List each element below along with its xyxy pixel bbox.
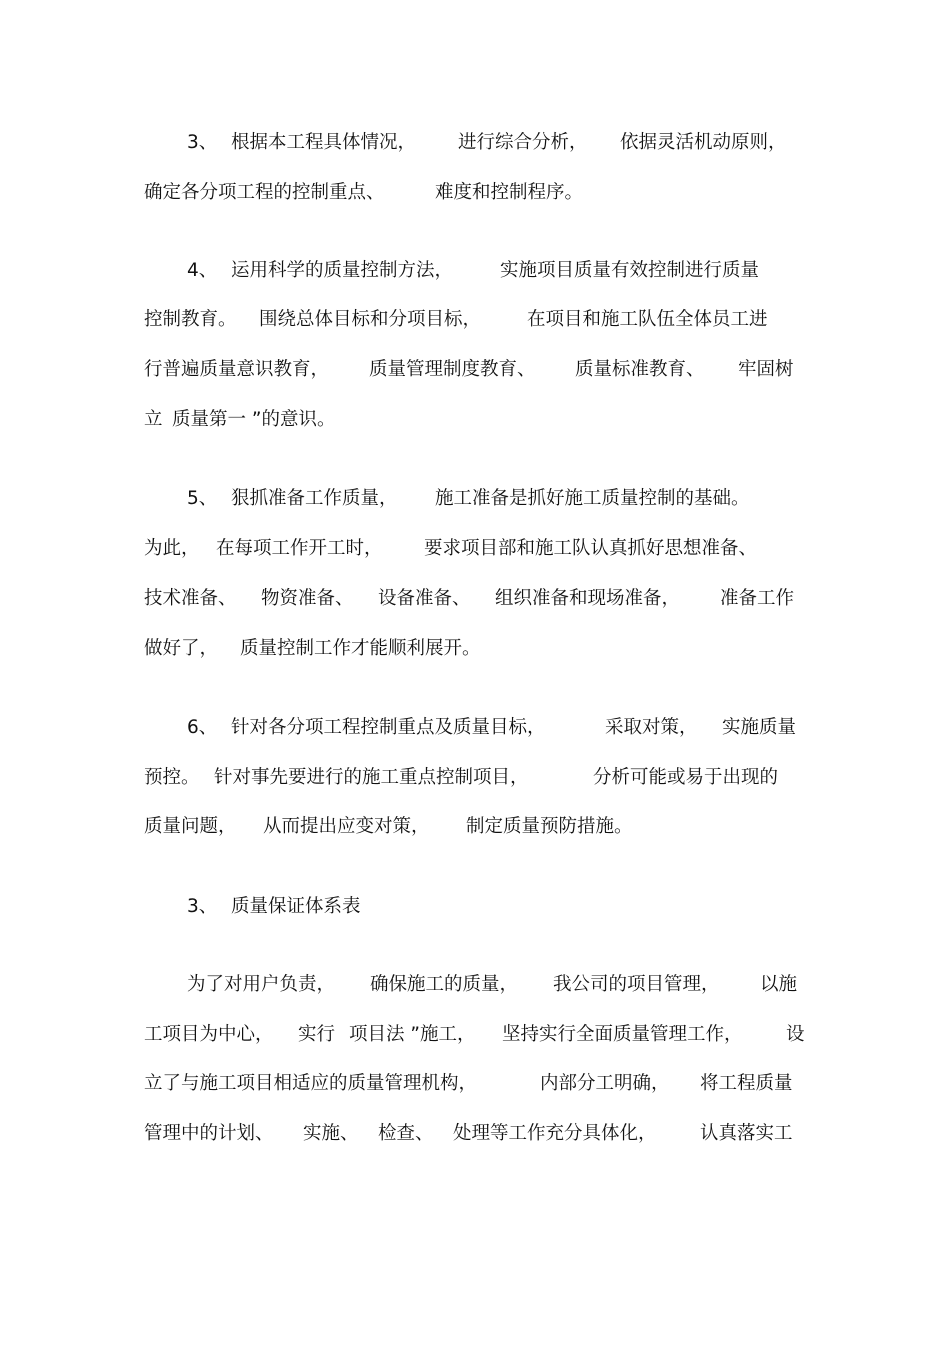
text-segment: 质量标准教育、 — [575, 359, 705, 380]
text-segment: 行普遍质量意识教育， — [144, 359, 330, 380]
text-segment: 实施质量 — [722, 717, 797, 738]
text-segment: 根据本工程具体情况， — [231, 132, 417, 153]
text-line — [0, 763, 950, 793]
item-number: 4、 — [187, 260, 218, 281]
text-segment: 确保施工的质量， — [370, 974, 519, 995]
text-segment: 以施 — [760, 974, 798, 995]
text-line — [0, 812, 950, 842]
text-segment: 实行 — [298, 1024, 336, 1045]
text-segment: 内部分工明确， — [540, 1073, 670, 1094]
text-segment: 物资准备、 — [261, 588, 354, 609]
text-segment: 项目法 ”施工， — [349, 1024, 476, 1045]
text-segment: 坚持实行全面质量管理工作， — [502, 1024, 743, 1045]
text-segment: 从而提出应变对策， — [263, 816, 430, 837]
text-segment: 为了对用户负责， — [187, 974, 336, 995]
text-segment: 针对事先要进行的施工重点控制项目， — [214, 767, 529, 788]
text-segment: 管理中的计划、 — [144, 1123, 274, 1144]
text-line — [0, 355, 950, 385]
text-segment: 预控。 — [144, 767, 200, 788]
text-line — [0, 534, 950, 564]
text-segment: 狠抓准备工作质量， — [231, 488, 398, 509]
text-segment: 将工程质量 — [700, 1073, 793, 1094]
text-segment: 控制教育。 — [144, 309, 237, 330]
text-segment: 立了与施工项目相适应的质量管理机构， — [144, 1073, 478, 1094]
text-segment: 检查、 — [378, 1123, 434, 1144]
text-segment: 分析可能或易于出现的 — [593, 767, 779, 788]
item-number: 6、 — [187, 717, 218, 738]
text-segment: 要求项目部和施工队认真抓好思想准备、 — [424, 538, 758, 559]
text-segment: 组织准备和现场准备， — [495, 588, 681, 609]
text-segment: 质量管理制度教育、 — [369, 359, 536, 380]
text-segment: 运用科学的质量控制方法， — [231, 260, 454, 281]
text-line — [0, 484, 950, 514]
text-segment: 实施、 — [303, 1123, 359, 1144]
text-line — [0, 970, 950, 1000]
text-line — [0, 305, 950, 335]
text-segment: 立 — [144, 409, 163, 430]
text-segment: 制定质量预防措施。 — [466, 816, 633, 837]
text-segment: 准备工作 — [720, 588, 795, 609]
text-segment: 处理等工作充分具体化， — [453, 1123, 657, 1144]
text-segment: 在每项工作开工时， — [216, 538, 383, 559]
text-line — [0, 405, 950, 435]
text-line — [0, 128, 950, 158]
text-segment: 针对各分项工程控制重点及质量目标， — [231, 717, 546, 738]
section-number: 3、 — [187, 896, 218, 917]
text-segment: 设 — [786, 1024, 805, 1045]
text-line — [0, 256, 950, 286]
section-heading — [0, 892, 950, 922]
text-segment: 采取对策， — [605, 717, 698, 738]
text-segment: 为此， — [144, 538, 200, 559]
text-segment: 进行综合分析， — [458, 132, 588, 153]
item-number: 5、 — [187, 488, 218, 509]
section-title: 质量保证体系表 — [231, 896, 361, 917]
text-segment: 实施项目质量有效控制进行质量 — [500, 260, 760, 281]
text-segment: 围绕总体目标和分项目标， — [259, 309, 482, 330]
text-line — [0, 713, 950, 743]
text-segment: 施工准备是抓好施工质量控制的基础。 — [435, 488, 750, 509]
text-segment: 认真落实工 — [700, 1123, 793, 1144]
text-segment: 工项目为中心， — [144, 1024, 274, 1045]
text-segment: 确定各分项工程的控制重点、 — [144, 182, 385, 203]
text-segment: 质量第一 ”的意识。 — [172, 409, 336, 430]
text-line — [0, 1020, 950, 1050]
text-segment: 质量问题， — [144, 816, 237, 837]
text-segment: 做好了， — [144, 638, 219, 659]
text-line — [0, 634, 950, 664]
item-number: 3、 — [187, 132, 218, 153]
text-line — [0, 1119, 950, 1149]
text-segment: 在项目和施工队伍全体员工进 — [527, 309, 768, 330]
text-segment: 技术准备、 — [144, 588, 237, 609]
text-segment: 设备准备、 — [378, 588, 471, 609]
text-segment: 我公司的项目管理， — [553, 974, 720, 995]
text-segment: 质量控制工作才能顺利展开。 — [240, 638, 481, 659]
text-segment: 依据灵活机动原则， — [620, 132, 787, 153]
text-line — [0, 178, 950, 208]
text-line — [0, 1069, 950, 1099]
text-segment: 难度和控制程序。 — [435, 182, 584, 203]
text-segment: 牢固树 — [738, 359, 794, 380]
text-line — [0, 584, 950, 614]
